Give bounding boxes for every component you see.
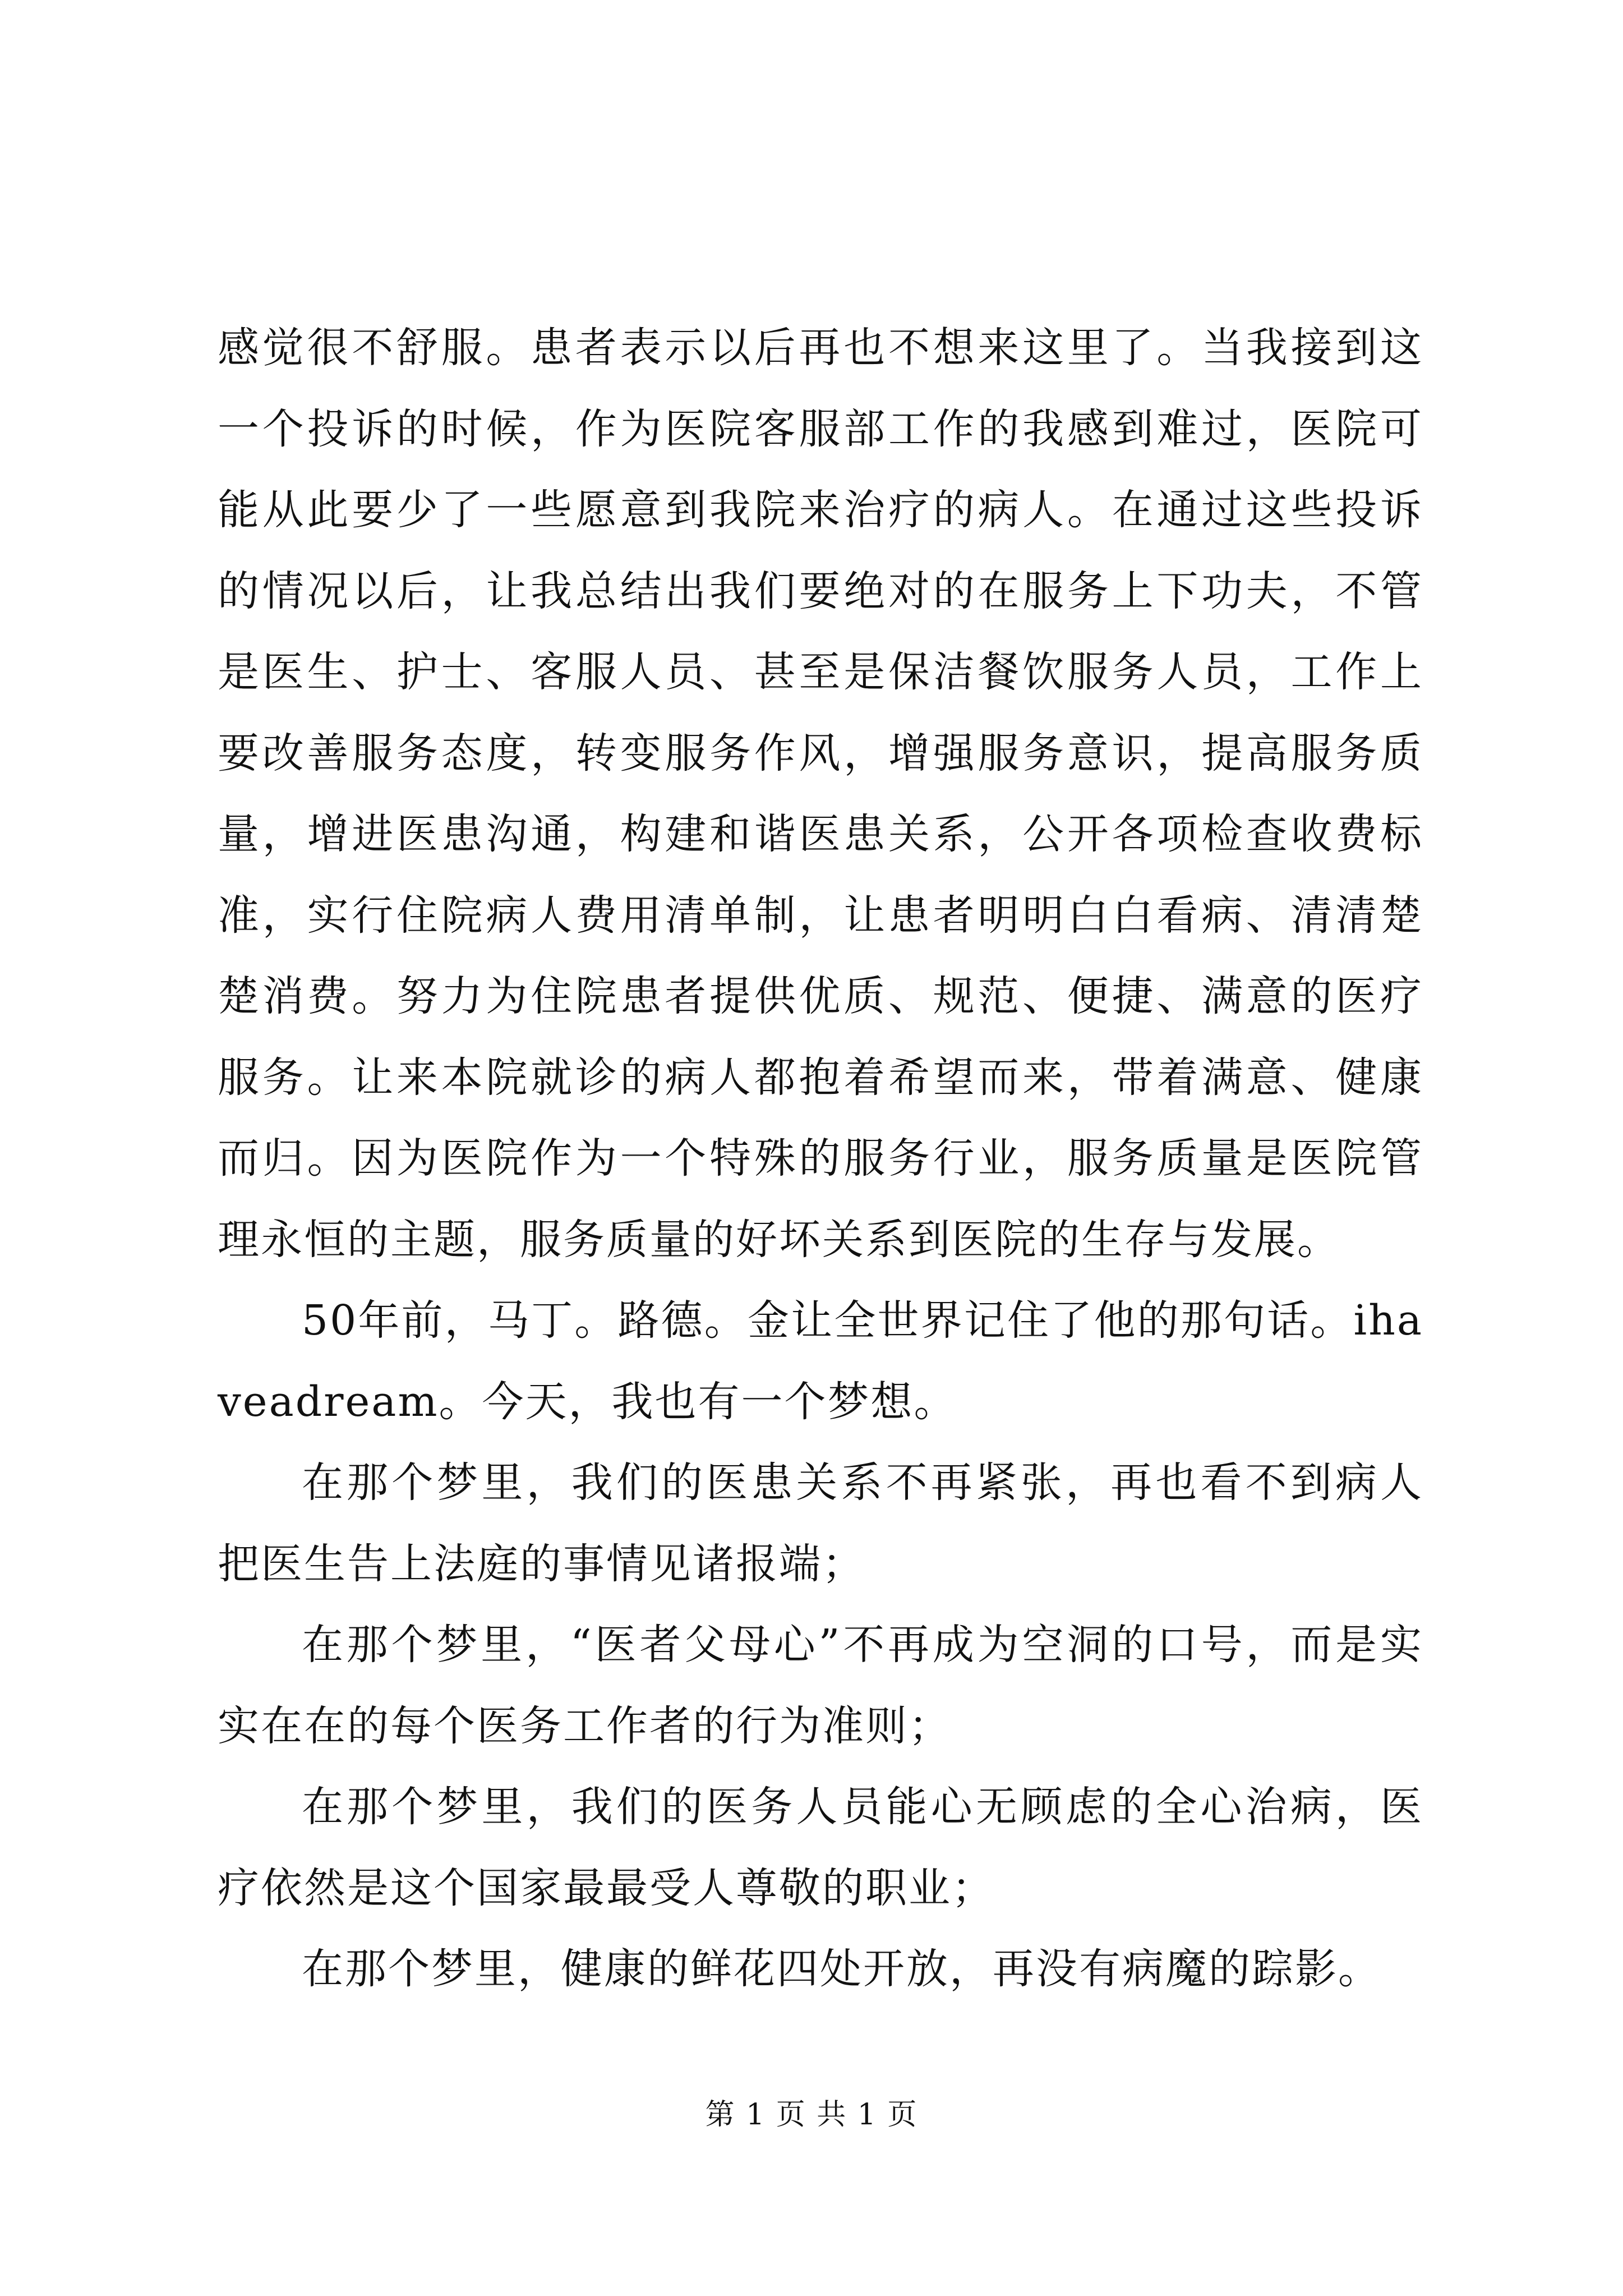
paragraph-service-complaint: 感觉很不舒服。患者表示以后再也不想来这里了。当我接到这一个投诉的时候，作为医院客服部工作的我感到难过，医院可能从此要少了一些愿意到我院来治疗的病人。在通过这些投诉的情况以后，让我总结出我们要绝对的在服务上下功夫，不管是医生、护士、客服人员、甚至是保洁餐饮服务人员，工作上要改善服务态度，转变服务作风，增强服务意识，提高服务质量，增进医患沟通，构建和谐医患关系，公开各项检查收费标准，实行住院病人费用清单制，让患者明明白白看病、清清楚楚消费。努力为住院患者提供优质、规范、便捷、满意的医疗服务。让来本院就诊的病人都抱着希望而来，带着满意、健康而归。因为医院作为一个特殊的服务行业，服务质量是医院管理永恒的主题，服务质量的好坏关系到医院的生存与发展。 bbox=[218, 324, 1423, 1264]
paragraph-dream-motto: 在那个梦里，“医者父母心”不再成为空洞的口号，而是实实在在的每个医务工作者的行为准则； bbox=[218, 1621, 1423, 1750]
paragraph-dream-health: 在那个梦里，健康的鲜花四处开放，再没有病魔的踪影。 bbox=[302, 1945, 1381, 1993]
paragraph-dream-intro: 50年前，马丁。路德。金让全世界记住了他的那句话。ihaveadream。今天，我也有一个梦想。 bbox=[218, 1296, 1423, 1426]
paragraph-dream-relationship: 在那个梦里，我们的医患关系不再紧张，再也看不到病人把医生告上法庭的事情见诸报端； bbox=[218, 1458, 1423, 1588]
document-body bbox=[218, 307, 1423, 2010]
page-number-footer: 第 1 页 共 1 页 bbox=[705, 2098, 918, 2132]
paragraph-dream-profession: 在那个梦里，我们的医务人员能心无顾虑的全心治病，医疗依然是这个国家最最受人尊敬的职业； bbox=[218, 1783, 1423, 1912]
